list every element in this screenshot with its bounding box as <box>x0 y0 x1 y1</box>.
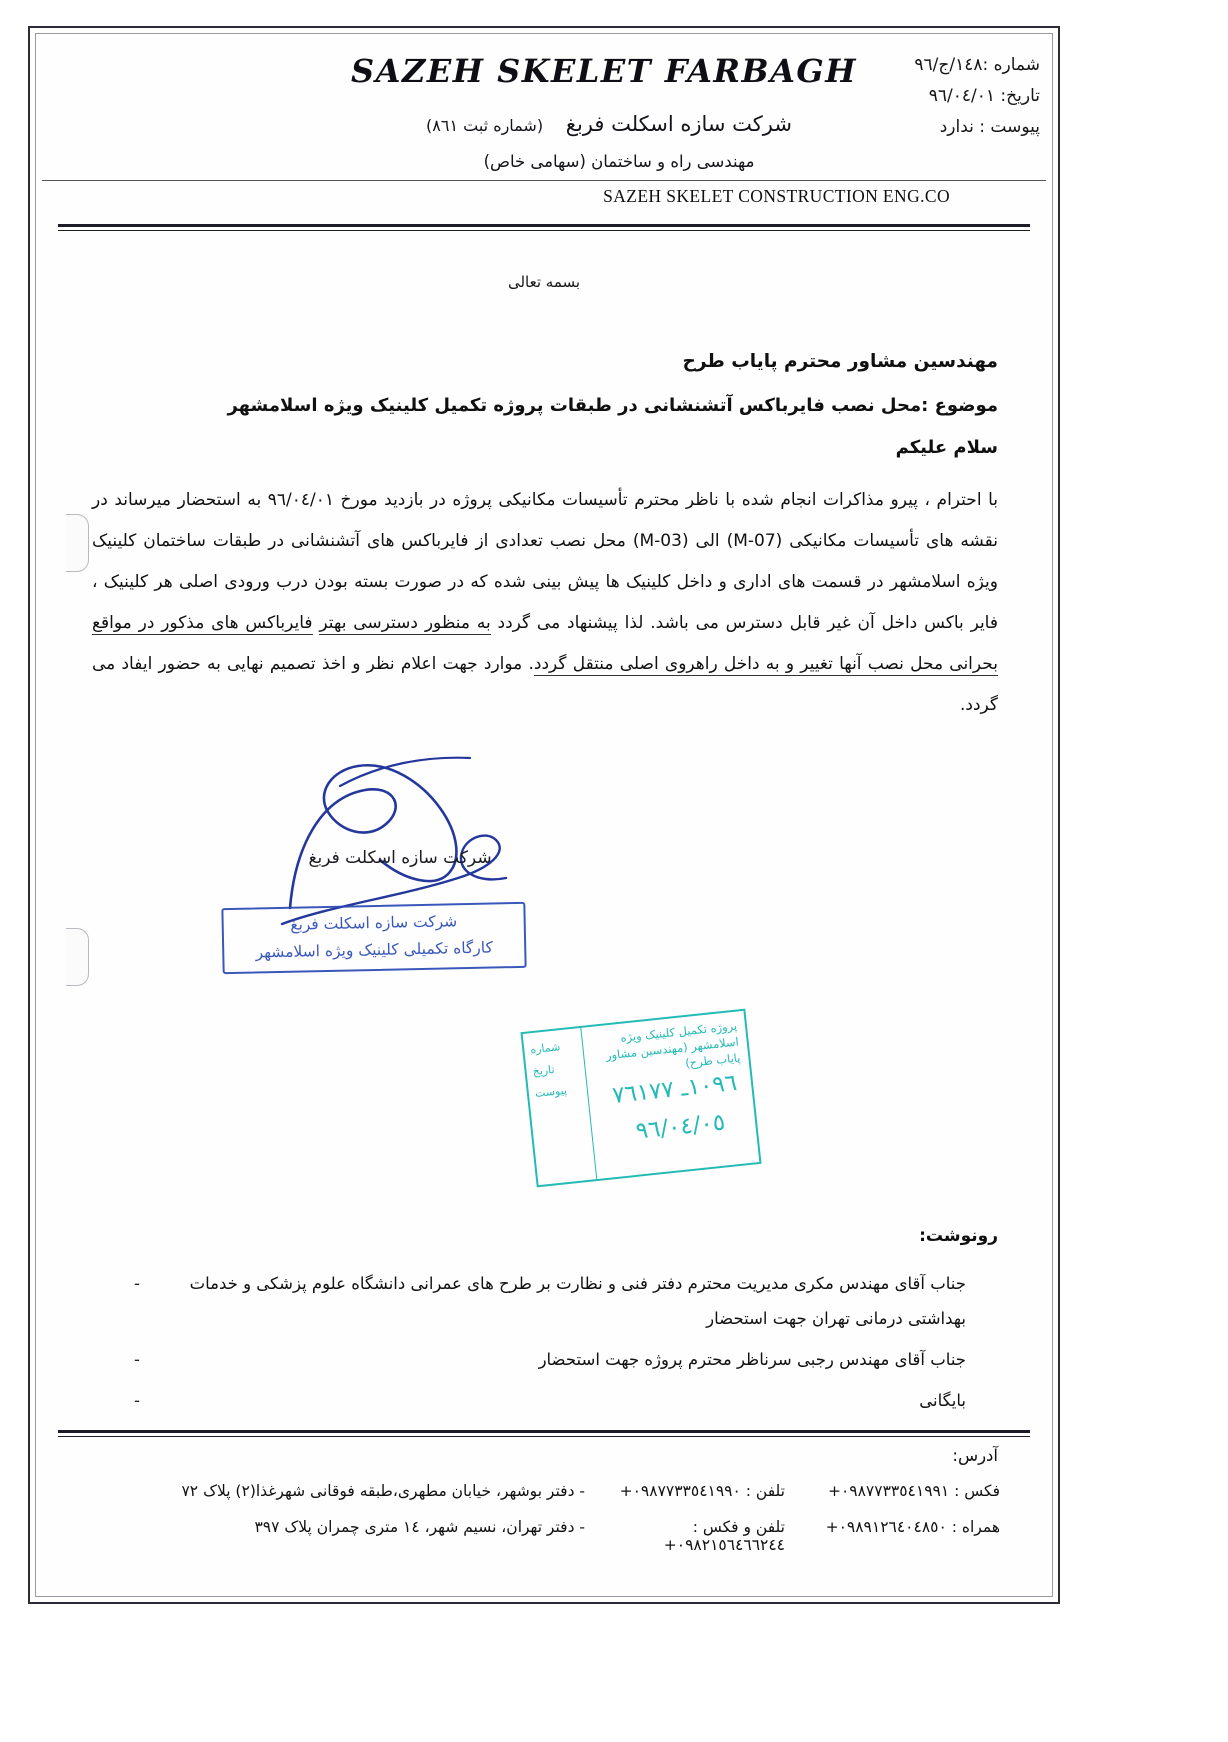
list-item <box>120 1383 966 1418</box>
received-stamp-header: پروژه تکمیل کلینیک ویژه اسلامشهر (مهندسین مشاور پایاب طرح) <box>605 1018 742 1071</box>
cc-item-dash: - <box>134 1391 140 1410</box>
drawing-code-m03: (M-03) <box>632 531 689 551</box>
subject-line: موضوع :محل نصب فایرباکس آتشنشانی در طبقات پروژه تکمیل کلینیک ویژه اسلامشهر <box>227 395 998 416</box>
footer-contact-row <box>64 1482 1000 1500</box>
received-stamp <box>520 1009 761 1188</box>
received-stamp-labels: شماره تاریخ پیوست <box>529 1040 568 1101</box>
letterhead <box>30 28 1058 210</box>
cc-item-text: بایگانی <box>919 1391 966 1410</box>
brand-subtitle-fa: مهندسی راه و ساختمان (سهامی خاص) <box>483 152 755 171</box>
footer-fax: فکس : ٠٩٨٧٧٣٣٥٤١٩٩١+ <box>827 1482 1000 1500</box>
binder-punch-mark <box>66 514 89 572</box>
company-stamp-line-2: کارگاه تکمیلی کلینیک ویژه اسلامشهر <box>255 938 494 962</box>
basmala: بسمه تعالی <box>507 273 581 291</box>
footer-rule-thick <box>58 1430 1030 1433</box>
body-underlined-1: به منظور دسترسی بهتر <box>319 613 491 633</box>
body-part-5: . موارد جهت اعلام نظر و اخذ تصمیم نهایی به حضور ایفاد می گردد. <box>92 654 998 715</box>
letter-body <box>92 480 998 726</box>
header-rule-thin <box>58 230 1030 231</box>
cc-item-dash: - <box>134 1350 140 1369</box>
body-part-1: با احترام ، پیرو مذاکرات انجام شده با ناظر محترم تأسیسات مکانیکی پروژه در بازدید مورخ ٩٦/٠٤/٠١ به استحضار میرساند در نقشه های تأسیسات مکانیکی <box>92 490 999 551</box>
footer-rule-thin <box>58 1436 1030 1437</box>
letterhead-divider <box>42 180 1046 181</box>
footer-address: - دفتر بوشهر، خیابان مطهری،طبقه فوقانی شهرغذا(٢) پلاک ٧٢ <box>181 1482 585 1500</box>
footer-mobile: همراه : ٠٩٨٩١٢٦٤٠٤٨٥٠+ <box>825 1518 1000 1536</box>
received-stamp-number: ١٠٩٦ـ ٧٦١٧٧ <box>611 1069 739 1109</box>
body-underlined-2: فایرباکس های مذکور در مواقع بحرانی محل نصب آنها تغییر و به داخل راهروی اصلی منتقل گردد <box>92 613 998 674</box>
footer-phone: تلفن : ٠٩٨٧٧٣٣٥٤١٩٩٠+ <box>619 1482 785 1500</box>
letter-date: تاریخ: ٩٦/٠٤/٠١ <box>928 86 1040 106</box>
signature-company-line: شرکت سازه اسکلت فربغ <box>308 848 492 868</box>
header-rule-thick <box>58 224 1030 227</box>
body-part-3: محل نصب تعدادی از فایرباکس های آتشنشانی در طبقات ساختمان کلینیک ویژه اسلامشهر در قسمت های اداری و داخل کلینیک ها پیش بینی شده که در صورت بسته بودن درب ورودی اصلی هر کلینیک ، فایر باکس داخل آن غیر قابل دسترس می باشد. لذا پیشنهاد می گردد <box>92 531 998 633</box>
brand-name-fa-row <box>160 112 1058 136</box>
cc-list <box>120 1266 966 1424</box>
body-part-2: الی <box>688 531 727 551</box>
list-item <box>120 1266 966 1336</box>
brand-name-en: SAZEH SKELET FARBAGH <box>351 52 857 90</box>
binder-punch-mark <box>66 928 89 986</box>
signature-area <box>190 728 610 1028</box>
attachment-note: پیوست : ندارد <box>939 117 1040 137</box>
drawing-code-m07: (M-07) <box>726 531 783 551</box>
footer-contact-row <box>64 1518 1000 1554</box>
addressee: مهندسین مشاور محترم پایاب طرح <box>682 351 998 372</box>
company-stamp-line-1: شرکت سازه اسکلت فربغ <box>290 912 458 934</box>
cc-item-text: جناب آقای مهندس مکری مدیریت محترم دفتر فنی و نظارت بر طرح های عمرانی دانشگاه علوم پزشکی و خدمات بهداشتی درمانی تهران جهت استحضار <box>189 1274 966 1328</box>
registration-number: (شماره ثبت ٨٦١) <box>426 116 544 135</box>
company-name-en-sub: SAZEH SKELET CONSTRUCTION ENG.CO <box>603 186 950 206</box>
footer-address: - دفتر تهران، نسیم شهر، ١٤ متری چمران پلاک ٣٩٧ <box>254 1518 585 1536</box>
footer-phone-fax: تلفن و فکس : ٠٩٨٢١٥٦٤٦٦٢٤٤+ <box>663 1518 785 1554</box>
document-page <box>28 26 1060 1604</box>
cc-item-dash: - <box>134 1274 140 1293</box>
cc-title: رونوشت: <box>919 1226 998 1246</box>
brand-name-fa: شرکت سازه اسکلت فربغ <box>565 112 792 136</box>
cc-item-text: جناب آقای مهندس رجبی سرناظر محترم پروژه جهت استحضار <box>538 1350 966 1369</box>
greeting: سلام علیکم <box>895 437 998 458</box>
received-stamp-date: ٩٦/٠٤/٠٥ <box>634 1109 727 1145</box>
company-stamp <box>221 902 526 974</box>
list-item <box>120 1342 966 1377</box>
ref-number: شماره :١٤٨/ج/٩٦ <box>914 55 1040 75</box>
letterhead-brand <box>30 52 1058 171</box>
footer-address-title: آدرس: <box>952 1446 998 1465</box>
